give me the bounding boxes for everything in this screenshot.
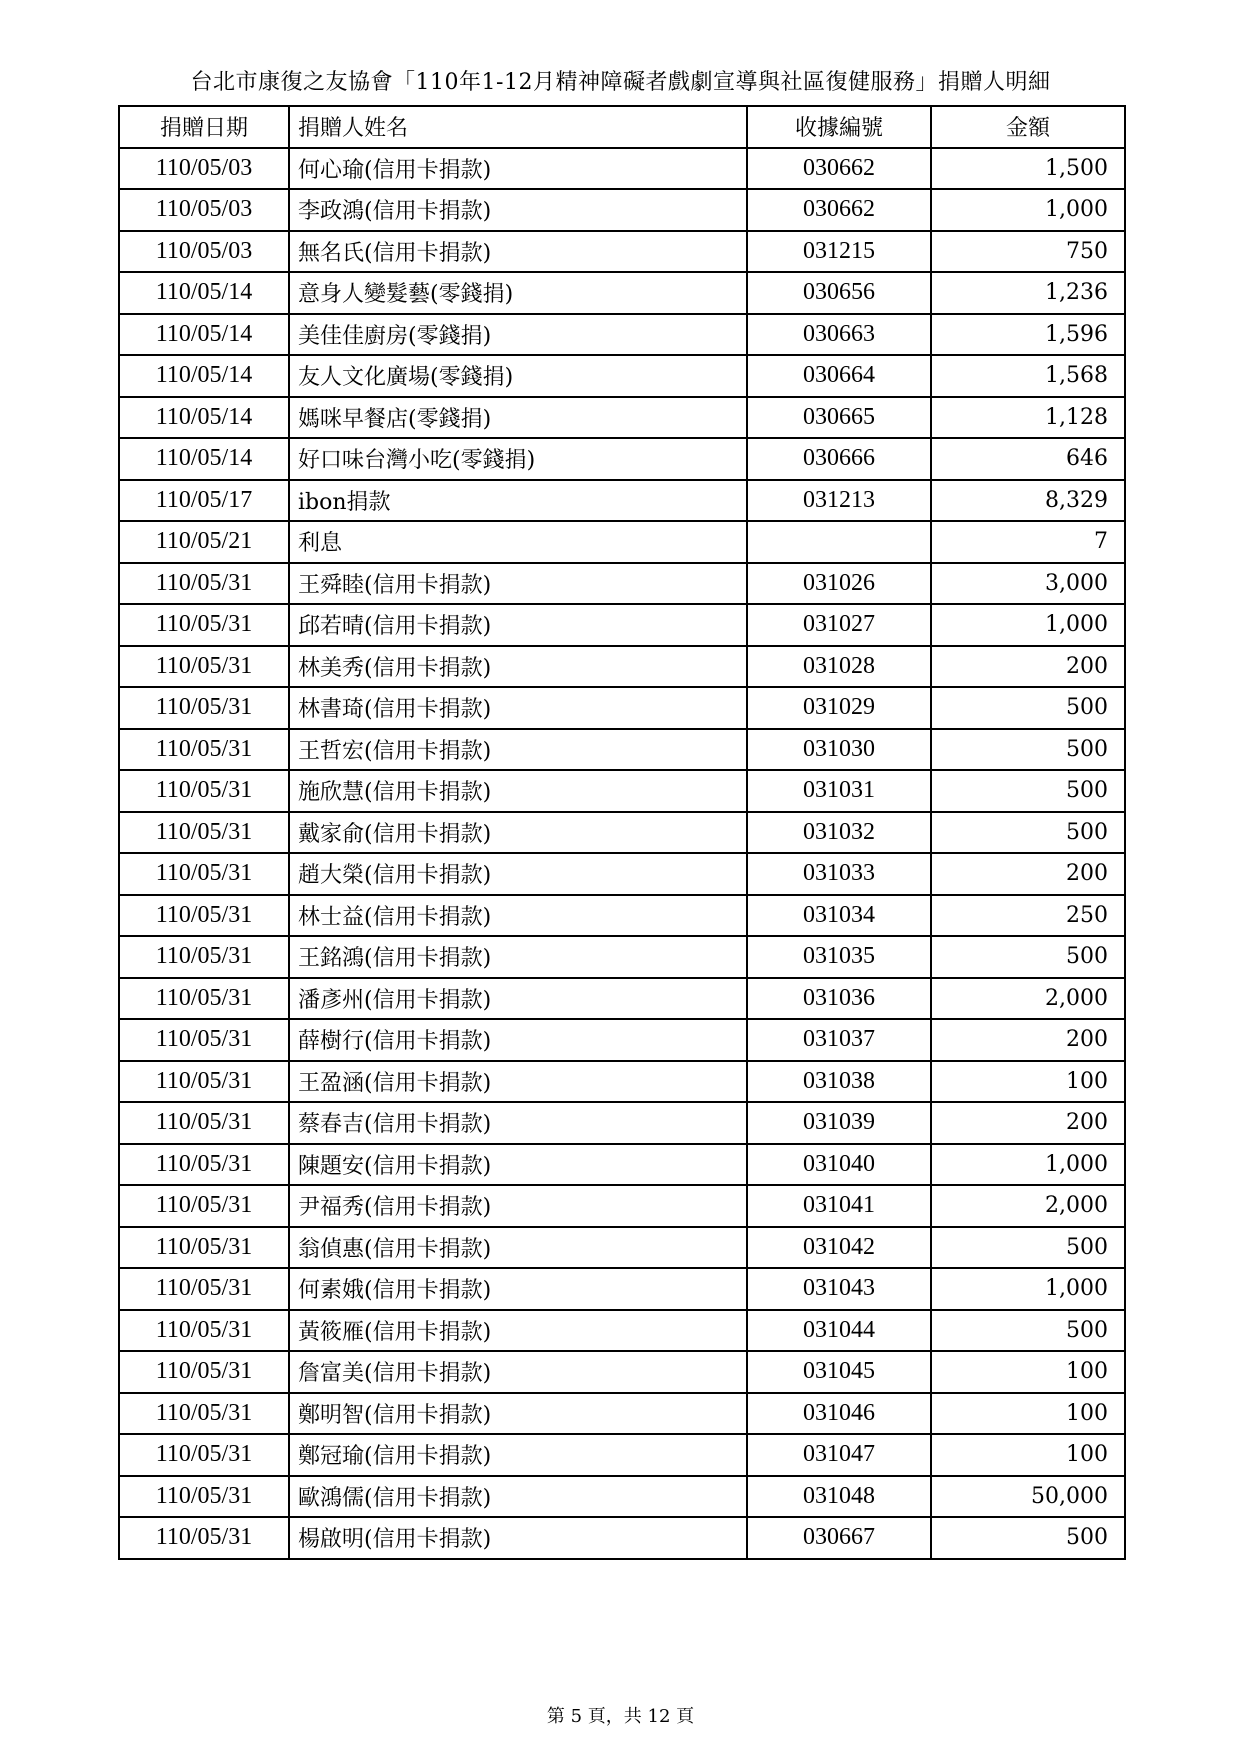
amount-cell: 500 xyxy=(931,770,1125,812)
table-row xyxy=(119,521,1125,563)
table-body xyxy=(119,148,1125,1559)
receipt-number-cell: 031213 xyxy=(747,480,931,522)
donation-date-cell: 110/05/31 xyxy=(119,1476,289,1518)
header-amount: 金額 xyxy=(931,106,1125,148)
donation-date-cell: 110/05/17 xyxy=(119,480,289,522)
amount-cell: 500 xyxy=(931,812,1125,854)
table-row xyxy=(119,563,1125,605)
donation-date-cell: 110/05/14 xyxy=(119,272,289,314)
donation-date-cell: 110/05/31 xyxy=(119,729,289,771)
donation-date-cell: 110/05/14 xyxy=(119,397,289,439)
header-donor-name: 捐贈人姓名 xyxy=(289,106,747,148)
receipt-number-cell: 031039 xyxy=(747,1102,931,1144)
amount-cell: 1,000 xyxy=(931,1144,1125,1186)
amount-cell: 500 xyxy=(931,1517,1125,1559)
donor-name-cell: 楊啟明(信用卡捐款) xyxy=(289,1517,747,1559)
donor-name-cell: 詹富美(信用卡捐款) xyxy=(289,1351,747,1393)
table-row xyxy=(119,272,1125,314)
table-row xyxy=(119,438,1125,480)
donor-name-cell: 何心瑜(信用卡捐款) xyxy=(289,148,747,190)
donation-date-cell: 110/05/21 xyxy=(119,521,289,563)
receipt-number-cell: 031032 xyxy=(747,812,931,854)
receipt-number-cell: 031033 xyxy=(747,853,931,895)
amount-cell: 200 xyxy=(931,1102,1125,1144)
table-row xyxy=(119,770,1125,812)
donation-date-cell: 110/05/31 xyxy=(119,978,289,1020)
donor-name-cell: 施欣慧(信用卡捐款) xyxy=(289,770,747,812)
receipt-number-cell: 030664 xyxy=(747,355,931,397)
donor-name-cell: 好口味台灣小吃(零錢捐) xyxy=(289,438,747,480)
table-row xyxy=(119,646,1125,688)
donor-name-cell: 友人文化廣場(零錢捐) xyxy=(289,355,747,397)
amount-cell: 200 xyxy=(931,646,1125,688)
receipt-number-cell: 031026 xyxy=(747,563,931,605)
amount-cell: 8,329 xyxy=(931,480,1125,522)
table-row xyxy=(119,1476,1125,1518)
donation-date-cell: 110/05/31 xyxy=(119,604,289,646)
table-header-row xyxy=(119,106,1125,148)
amount-cell: 1,128 xyxy=(931,397,1125,439)
receipt-number-cell: 031028 xyxy=(747,646,931,688)
donation-date-cell: 110/05/14 xyxy=(119,355,289,397)
table-row xyxy=(119,1185,1125,1227)
donation-date-cell: 110/05/31 xyxy=(119,1144,289,1186)
donor-name-cell: 林美秀(信用卡捐款) xyxy=(289,646,747,688)
receipt-number-cell: 030662 xyxy=(747,148,931,190)
donation-date-cell: 110/05/03 xyxy=(119,189,289,231)
table-row xyxy=(119,480,1125,522)
donation-date-cell: 110/05/31 xyxy=(119,1310,289,1352)
donor-name-cell: ibon捐款 xyxy=(289,480,747,522)
donation-date-cell: 110/05/31 xyxy=(119,853,289,895)
table-row xyxy=(119,812,1125,854)
donation-date-cell: 110/05/31 xyxy=(119,1517,289,1559)
donation-date-cell: 110/05/31 xyxy=(119,1393,289,1435)
amount-cell: 500 xyxy=(931,936,1125,978)
receipt-number-cell: 030665 xyxy=(747,397,931,439)
table-row xyxy=(119,231,1125,273)
amount-cell: 1,000 xyxy=(931,1268,1125,1310)
donor-name-cell: 王銘鴻(信用卡捐款) xyxy=(289,936,747,978)
donation-date-cell: 110/05/31 xyxy=(119,1185,289,1227)
donation-date-cell: 110/05/31 xyxy=(119,936,289,978)
donation-date-cell: 110/05/31 xyxy=(119,1268,289,1310)
donation-date-cell: 110/05/31 xyxy=(119,770,289,812)
donor-name-cell: 何素娥(信用卡捐款) xyxy=(289,1268,747,1310)
donor-name-cell: 無名氏(信用卡捐款) xyxy=(289,231,747,273)
receipt-number-cell: 030662 xyxy=(747,189,931,231)
amount-cell: 646 xyxy=(931,438,1125,480)
donor-name-cell: 王盈涵(信用卡捐款) xyxy=(289,1061,747,1103)
receipt-number-cell: 031048 xyxy=(747,1476,931,1518)
receipt-number-cell: 031030 xyxy=(747,729,931,771)
donor-name-cell: 邱若晴(信用卡捐款) xyxy=(289,604,747,646)
amount-cell: 100 xyxy=(931,1351,1125,1393)
receipt-number-cell: 031037 xyxy=(747,1019,931,1061)
receipt-number-cell: 031036 xyxy=(747,978,931,1020)
amount-cell: 50,000 xyxy=(931,1476,1125,1518)
table-row xyxy=(119,1102,1125,1144)
header-receipt-number: 收據編號 xyxy=(747,106,931,148)
receipt-number-cell: 031047 xyxy=(747,1434,931,1476)
donation-date-cell: 110/05/03 xyxy=(119,231,289,273)
receipt-number-cell: 031029 xyxy=(747,687,931,729)
amount-cell: 7 xyxy=(931,521,1125,563)
table-row xyxy=(119,1517,1125,1559)
donor-name-cell: 王哲宏(信用卡捐款) xyxy=(289,729,747,771)
donor-name-cell: 趙大榮(信用卡捐款) xyxy=(289,853,747,895)
donor-name-cell: 意身人變髮藝(零錢捐) xyxy=(289,272,747,314)
table-row xyxy=(119,1351,1125,1393)
page-number-footer: 第 5 頁，共 12 頁 xyxy=(546,1706,695,1727)
amount-cell: 200 xyxy=(931,1019,1125,1061)
donation-date-cell: 110/05/31 xyxy=(119,1351,289,1393)
table-row xyxy=(119,729,1125,771)
amount-cell: 500 xyxy=(931,1227,1125,1269)
table-row xyxy=(119,978,1125,1020)
donation-date-cell: 110/05/31 xyxy=(119,646,289,688)
table-row xyxy=(119,189,1125,231)
donor-name-cell: 美佳佳廚房(零錢捐) xyxy=(289,314,747,356)
donor-name-cell: 李政鴻(信用卡捐款) xyxy=(289,189,747,231)
donor-name-cell: 林書琦(信用卡捐款) xyxy=(289,687,747,729)
receipt-number-cell: 031040 xyxy=(747,1144,931,1186)
donation-date-cell: 110/05/31 xyxy=(119,895,289,937)
donor-name-cell: 蔡春吉(信用卡捐款) xyxy=(289,1102,747,1144)
amount-cell: 1,596 xyxy=(931,314,1125,356)
table-row xyxy=(119,1144,1125,1186)
donor-name-cell: 鄭冠瑜(信用卡捐款) xyxy=(289,1434,747,1476)
amount-cell: 100 xyxy=(931,1393,1125,1435)
receipt-number-cell: 031041 xyxy=(747,1185,931,1227)
table-row xyxy=(119,355,1125,397)
donor-name-cell: 翁偵惠(信用卡捐款) xyxy=(289,1227,747,1269)
receipt-number-cell: 030656 xyxy=(747,272,931,314)
receipt-number-cell xyxy=(747,521,931,563)
table-row xyxy=(119,895,1125,937)
receipt-number-cell: 031034 xyxy=(747,895,931,937)
amount-cell: 1,000 xyxy=(931,604,1125,646)
amount-cell: 200 xyxy=(931,853,1125,895)
table-row xyxy=(119,397,1125,439)
donor-name-cell: 鄭明智(信用卡捐款) xyxy=(289,1393,747,1435)
table-row xyxy=(119,687,1125,729)
page-title: 台北市康復之友協會「110年1-12月精神障礙者戲劇宣導與社區復健服務」捐贈人明細 xyxy=(190,70,1051,95)
receipt-number-cell: 031027 xyxy=(747,604,931,646)
amount-cell: 1,568 xyxy=(931,355,1125,397)
receipt-number-cell: 031031 xyxy=(747,770,931,812)
donation-date-cell: 110/05/31 xyxy=(119,563,289,605)
donation-date-cell: 110/05/31 xyxy=(119,1434,289,1476)
table-row xyxy=(119,604,1125,646)
receipt-number-cell: 031046 xyxy=(747,1393,931,1435)
donor-name-cell: 媽咪早餐店(零錢捐) xyxy=(289,397,747,439)
amount-cell: 100 xyxy=(931,1434,1125,1476)
donation-date-cell: 110/05/31 xyxy=(119,687,289,729)
table-row xyxy=(119,1061,1125,1103)
receipt-number-cell: 031042 xyxy=(747,1227,931,1269)
receipt-number-cell: 031043 xyxy=(747,1268,931,1310)
receipt-number-cell: 031038 xyxy=(747,1061,931,1103)
donor-name-cell: 黃筱雁(信用卡捐款) xyxy=(289,1310,747,1352)
donation-date-cell: 110/05/31 xyxy=(119,1102,289,1144)
amount-cell: 3,000 xyxy=(931,563,1125,605)
receipt-number-cell: 030666 xyxy=(747,438,931,480)
table-row xyxy=(119,936,1125,978)
table-row xyxy=(119,1434,1125,1476)
donation-date-cell: 110/05/14 xyxy=(119,314,289,356)
receipt-number-cell: 031044 xyxy=(747,1310,931,1352)
donation-table xyxy=(118,105,1126,1560)
donor-name-cell: 戴家俞(信用卡捐款) xyxy=(289,812,747,854)
amount-cell: 250 xyxy=(931,895,1125,937)
amount-cell: 2,000 xyxy=(931,978,1125,1020)
donor-name-cell: 陳題安(信用卡捐款) xyxy=(289,1144,747,1186)
receipt-number-cell: 030667 xyxy=(747,1517,931,1559)
amount-cell: 1,000 xyxy=(931,189,1125,231)
amount-cell: 500 xyxy=(931,1310,1125,1352)
donation-date-cell: 110/05/31 xyxy=(119,1019,289,1061)
donor-name-cell: 薛樹行(信用卡捐款) xyxy=(289,1019,747,1061)
donor-name-cell: 歐鴻儒(信用卡捐款) xyxy=(289,1476,747,1518)
receipt-number-cell: 031215 xyxy=(747,231,931,273)
table-row xyxy=(119,853,1125,895)
table-row xyxy=(119,1393,1125,1435)
header-donation-date: 捐贈日期 xyxy=(119,106,289,148)
receipt-number-cell: 031045 xyxy=(747,1351,931,1393)
donor-name-cell: 王舜睦(信用卡捐款) xyxy=(289,563,747,605)
receipt-number-cell: 031035 xyxy=(747,936,931,978)
table-row xyxy=(119,148,1125,190)
donation-date-cell: 110/05/31 xyxy=(119,1227,289,1269)
donation-date-cell: 110/05/31 xyxy=(119,812,289,854)
donation-date-cell: 110/05/14 xyxy=(119,438,289,480)
table-row xyxy=(119,314,1125,356)
amount-cell: 750 xyxy=(931,231,1125,273)
amount-cell: 1,500 xyxy=(931,148,1125,190)
receipt-number-cell: 030663 xyxy=(747,314,931,356)
donation-date-cell: 110/05/03 xyxy=(119,148,289,190)
table-row xyxy=(119,1227,1125,1269)
donor-name-cell: 潘彥州(信用卡捐款) xyxy=(289,978,747,1020)
amount-cell: 1,236 xyxy=(931,272,1125,314)
donation-date-cell: 110/05/31 xyxy=(119,1061,289,1103)
table-row xyxy=(119,1268,1125,1310)
table-row xyxy=(119,1310,1125,1352)
amount-cell: 500 xyxy=(931,729,1125,771)
table-row xyxy=(119,1019,1125,1061)
amount-cell: 100 xyxy=(931,1061,1125,1103)
donor-name-cell: 尹福秀(信用卡捐款) xyxy=(289,1185,747,1227)
amount-cell: 2,000 xyxy=(931,1185,1125,1227)
donor-name-cell: 林士益(信用卡捐款) xyxy=(289,895,747,937)
amount-cell: 500 xyxy=(931,687,1125,729)
donor-name-cell: 利息 xyxy=(289,521,747,563)
